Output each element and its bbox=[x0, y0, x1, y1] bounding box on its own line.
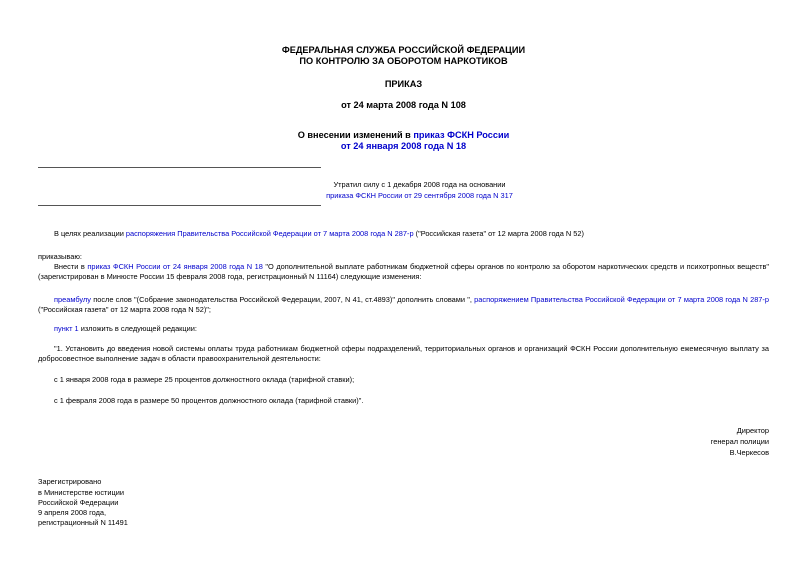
paragraph-new-text: "1. Установить до введения новой системы оплаты труда работникам бюджетной сферы подразделений, территориальных органов и организаций ФСКН России дополнительную ежемесячную выплату за добросовестное выполнение задач в области правоохранительной деятельности: bbox=[38, 344, 769, 363]
status-note-line1: Утратил силу с 1 декабря 2008 года на основании bbox=[333, 180, 506, 189]
top-divider bbox=[38, 167, 321, 168]
registration-line5: регистрационный N 11491 bbox=[38, 518, 128, 527]
paragraph-text: Внести в bbox=[54, 262, 88, 271]
paragraph-text: "О дополнительной выплате работникам бюджетной сферы органов по контролю за оборотом наркотических средств и психотропных веществ" (зарегистрирован в Минюсте России 15 февраля 2008 года, регистрационный N 11164) следующие изменения: bbox=[38, 262, 769, 281]
paragraph-point1 bbox=[38, 324, 769, 334]
paragraph-text: после слов "(Собрание законодательства Российской Федерации, 2007, N 41, ст.4893)" дополнить словами ", bbox=[90, 295, 475, 304]
document-subject-line2[interactable]: от 24 января 2008 года N 18 bbox=[340, 141, 467, 151]
bottom-divider bbox=[38, 205, 321, 206]
registration-line1: Зарегистрировано bbox=[38, 477, 102, 486]
status-note-link[interactable]: приказа ФСКН России от 29 сентября 2008 года N 317 bbox=[326, 191, 513, 200]
paragraph-text: ("Российская газета" от 12 марта 2008 года N 52) bbox=[413, 229, 584, 238]
paragraph-february: с 1 февраля 2008 года в размере 50 процентов должностного оклада (тарифной ставки)". bbox=[54, 396, 364, 405]
point-1-link[interactable]: пункт 1 bbox=[54, 324, 79, 333]
paragraph-january: с 1 января 2008 года в размере 25 процентов должностного оклада (тарифной ставки); bbox=[54, 375, 355, 384]
paragraph-text: ("Российская газета" от 12 марта 2008 года N 52)"; bbox=[38, 305, 211, 314]
signature-rank: генерал полиции bbox=[710, 437, 769, 446]
paragraph-purpose bbox=[38, 229, 769, 239]
agency-name-line2: ПО КОНТРОЛЮ ЗА ОБОРОТОМ НАРКОТИКОВ bbox=[299, 56, 508, 66]
document-subject-line1 bbox=[0, 130, 807, 141]
subject-link[interactable]: приказ ФСКН России bbox=[413, 130, 510, 140]
agency-name-line1: ФЕДЕРАЛЬНАЯ СЛУЖБА РОССИЙСКОЙ ФЕДЕРАЦИИ bbox=[281, 45, 526, 55]
signature-name: В.Черкесов bbox=[729, 448, 769, 457]
document-date: от 24 марта 2008 года N 108 bbox=[341, 100, 466, 110]
government-order-link-2[interactable]: распоряжением Правительства Российской Федерации от 7 марта 2008 года N 287-р bbox=[474, 295, 769, 304]
paragraph-order: приказываю: bbox=[38, 252, 82, 261]
subject-prefix: О внесении изменений в bbox=[297, 130, 414, 140]
order-18-link[interactable]: приказ ФСКН России от 24 января 2008 года N 18 bbox=[87, 262, 263, 271]
paragraph-preamble bbox=[38, 295, 769, 315]
registration-line2: в Министерстве юстиции bbox=[38, 488, 125, 497]
government-order-link[interactable]: распоряжения Правительства Российской Федерации от 7 марта 2008 года N 287-р bbox=[125, 229, 414, 238]
preamble-link[interactable]: преамбулу bbox=[54, 295, 91, 304]
paragraph-text: изложить в следующей редакции: bbox=[78, 324, 197, 333]
document-type: ПРИКАЗ bbox=[384, 79, 423, 89]
paragraph-text: В целях реализации bbox=[54, 229, 126, 238]
registration-line4: 9 апреля 2008 года, bbox=[38, 508, 107, 517]
signature-title: Директор bbox=[736, 426, 769, 435]
paragraph-amend bbox=[38, 262, 769, 282]
registration-line3: Российской Федерации bbox=[38, 498, 119, 507]
